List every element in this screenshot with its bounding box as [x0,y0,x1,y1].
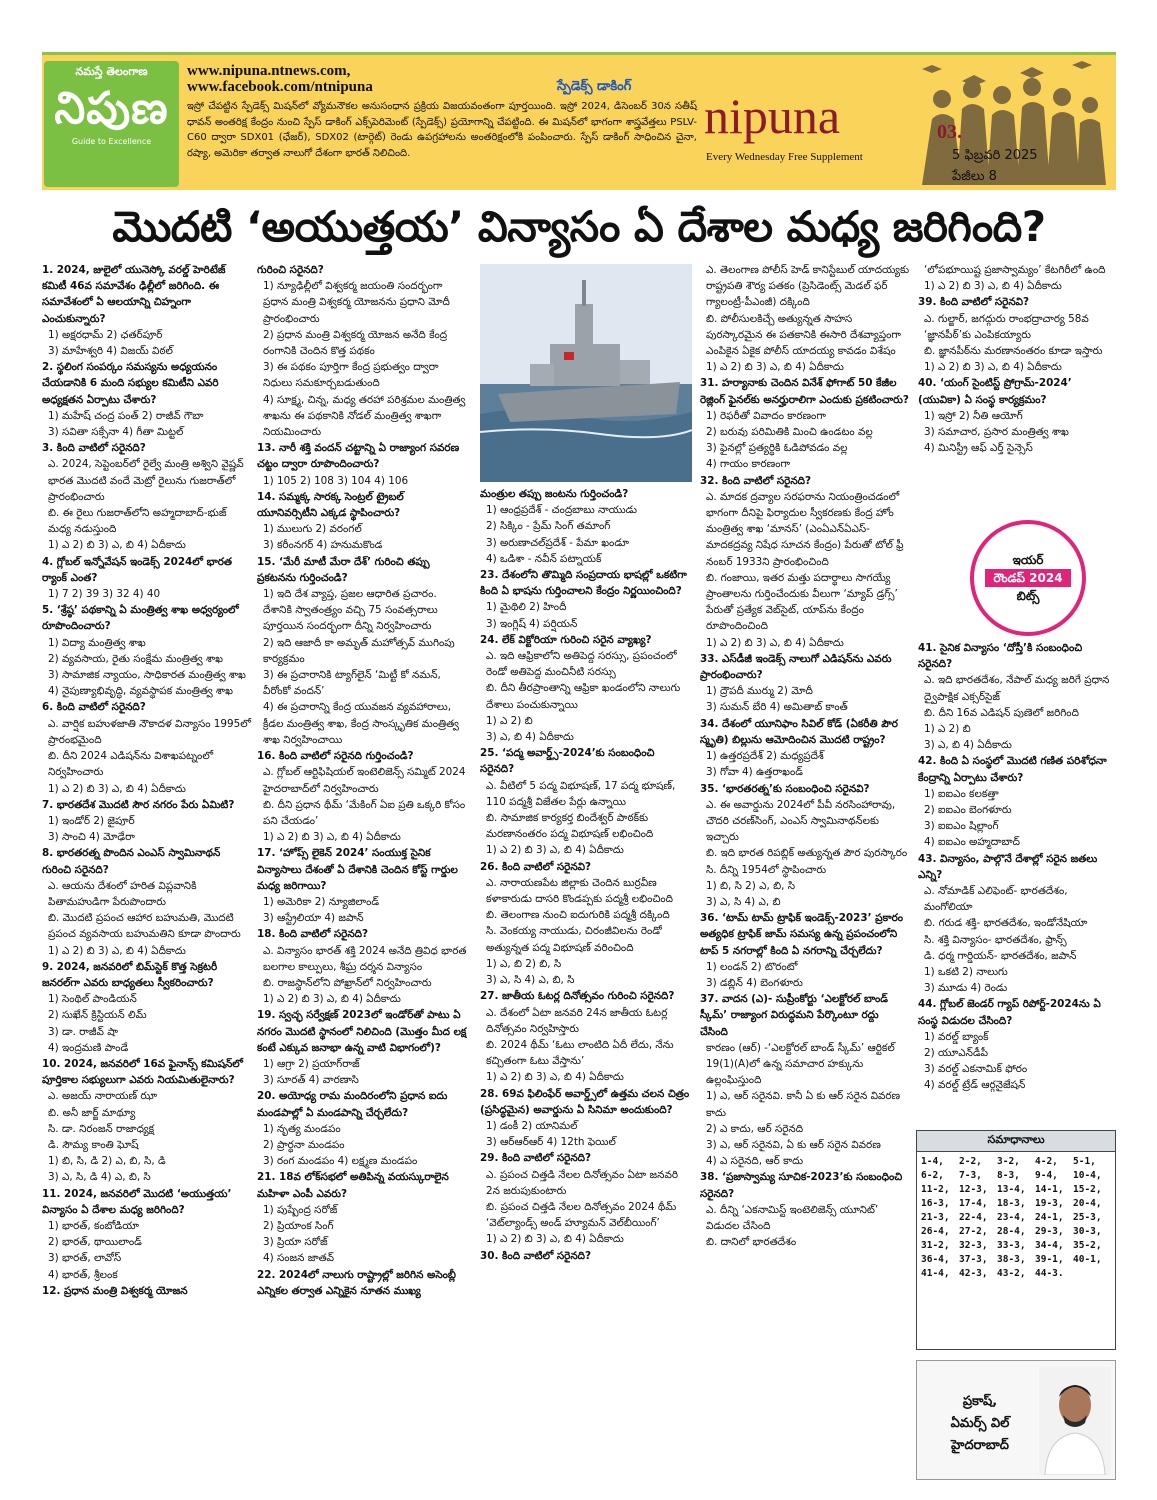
answer-option: 3) ఎ, సి, డి 4) ఎ, బి, సి [48,1171,151,1184]
answer-option: ఎ. నోమాడిక్ ఎలిఫెంట్- భారతదేశం, మంగోలియా [924,885,1068,914]
answer-option: 4) భారత్, శ్రీలంక [48,1268,118,1281]
facebook-url[interactable]: www.facebook.com/ntnipuna [187,79,373,95]
answer-option: సి. డా. నిరంజన్ రాజాధ్యక్ష [48,1122,155,1135]
author-photo [1039,1367,1111,1475]
answer-option: బి. దీని 16వ ఎడిషన్ పుణెలో జరిగింది [924,706,1079,719]
answer-option: ఎ. అజయ్ నారాయణ్ ఝా [48,1090,158,1103]
answer-key-item: 5-1, [1073,1156,1096,1167]
answer-option: 1) ఎ 2) బి [486,714,533,727]
answer-key-item: 9-4, [1035,1170,1058,1181]
question-text: 37. వాదన (ఎ)- సుప్రీంకోర్టు ‘ఎలక్టోరల్ బాండ్ స్కీమ్’ రాజ్యాంగ విరుద్ధమని పేర్కొంటూ రద్దు చేసింది [700,993,888,1038]
website-url[interactable]: www.nipuna.ntnews.com, [187,63,351,79]
answer-option: 1) 105 2) 108 3) 104 4) 106 [263,474,409,487]
question-text: 33. ఎస్‌డీజీ ఇండెక్స్ నాలుగో ఎడిషన్‌ను ఎవరు ప్రారంభించారు? [700,652,892,682]
answer-option: 1) ఐఐఎం కలకత్తా [924,787,999,800]
answer-option: బి. దీని ప్రధాన థీమ్ ‘మేకింగ్ ఏఐ ప్రతి ఒక్కరి కోసం పని చేయడం’ [263,798,466,827]
answer-option: 1) విద్యా మంత్రిత్వ శాఖ [48,636,146,649]
answer-option: 2) భారత్, థాయిలాండ్ [48,1236,142,1249]
answer-key-item: 10-4, [1073,1170,1102,1181]
answer-option: ఎ. దీన్ని ‘ఎకనామిస్ట్ ఇంటెలిజెన్స్ యూనిట్’ విడుదల చేసింది [706,1203,879,1232]
answer-option: 1) ఎ 2) బి 3) ఎ, బి 4) ఏదీకాదు [706,361,844,374]
answer-option: 1) రెఫరీతో వివాదం కారణంగా [706,409,826,422]
answer-key-item: 41-4, [921,1268,950,1279]
issue-pages: పేజీలు 8 [952,169,997,184]
answer-option: 3) ఆస్ట్రేలియా 4) జపాన్ [263,912,364,925]
answer-option: 1) ఉత్తరప్రదేశ్ 2) మధ్యప్రదేశ్ [706,750,824,763]
answer-option: 1) ఎ, ఆర్ సరైనవి. కానీ ఏ కు ఆర్ సరైన వివరణ కాదు [706,1090,901,1119]
answer-key-item: 24-1, [1035,1212,1064,1223]
answer-option: 1) ద్రౌపదీ ముర్ము 2) మోదీ [706,685,813,698]
answer-option: ఎ. ఇది భారతదేశం, నేపాల్ మధ్య జరిగే ప్రధాన ద్వైపాక్షిక ఎక్సర్‌సైజ్ [924,674,1110,703]
answer-option: బి. పోలీసులకిచ్చే అత్యున్నత సాహస పురస్కారమైన ఈ పతకానికి ఈసారి దేశవ్యాప్తంగా ఎంపికైన ఏకైక పోలీస్ యాదయ్య కావడం విశేషం [706,312,901,358]
answer-option: 3) సమాచార, ప్రసార మంత్రిత్వ శాఖ [924,426,1069,439]
answer-option: కారణం (ఆర్) -‘ఎలక్టోరల్ బాండ్ స్కీమ్’ ఆర్టికల్ 19(1)(A)లో ఉన్న సమాచార హక్కును ఉల్లంఘిస్తుంది [706,1041,895,1087]
question-text: 7. భారతదేశ మొదటి సౌర నగరం పేరు ఏమిటి? [42,798,235,811]
answer-key-item: 32-3, [959,1240,988,1251]
nipuna-logo [44,61,179,187]
answer-option: బి. గరుడ శక్తి- భారతదేశం, ఇండోనేషియా [924,917,1088,930]
answer-key-item: 16-3, [921,1198,950,1209]
answer-option: 1) ఎ 2) బి 3) ఎ, బి 4) ఏదీకాదు [486,1071,624,1084]
answer-option: 4) గాయం కారణంగా [706,458,791,471]
answer-option: 1) డంకీ 2) యానిమల్ [486,1119,578,1132]
answer-key-item: 18-3, [997,1198,1026,1209]
answer-option: 1) ఎ 2) బి 3) ఎ, బి 4) ఏదీకాదు [486,1233,624,1246]
answer-key-item: 37-3, [959,1254,988,1265]
answer-option: 3) వరల్డ్ ఎకనామిక్ ఫోరం [924,1063,1028,1076]
question-text: 16. కింది వాటిలో సరైనది గుర్తించండి? [257,750,414,763]
author-credit [925,1391,1035,1457]
question-text: 34. దేశంలో యూనిఫాం సివిల్ కోడ్ (ఏకరీతి పౌర స్మృతి) బిల్లును ఆమోదించిన మొదటి రాష్ట్రం? [700,717,898,746]
answer-option: 1) బి, సి, డి 2) ఎ, బి, సి, డి [48,1155,166,1168]
answer-option: 3) ఈ ప్రచారానికి ట్యాగ్‌లైన్ ‘మిట్టీ కో నమన్, వీరోంకో వందన్’ [263,669,441,698]
answer-option: 1) ఎ 2) బి 3) ఎ, బి 4) ఏదీకాదు [48,782,186,795]
answer-key-item: 6-2, [921,1170,944,1181]
answer-option: 1) ఎ 2) బి 3) ఎ, బి 4) ఏదీకాదు [263,831,401,844]
answer-option: 1) ఎ 2) బి 3) ఎ, బి 4) ఏదీకాదు [924,361,1062,374]
logo-guide-text: Guide to Excellence [71,137,152,146]
answer-key-item: 28-4, [997,1226,1026,1237]
question-text: 4. గ్లోబల్ ఇన్నోవేషన్ ఇండెక్స్ 2024లో భారత ర్యాంక్ ఎంత? [42,555,232,584]
answer-key-item: 8-3, [997,1170,1020,1181]
question-text: 8. భారతరత్న పొందిన ఎంఎస్ స్వామినాథన్ గురించి సరైనది? [42,847,221,876]
answer-option: 1) ఎ 2) బి 3) ఎ, బి 4) ఏదీకాదు [706,636,844,649]
question-text: 15. ‘మేరీ మాటీ మేరా దేశ్’ గురించి తప్పు ప్రకటనను గుర్తించండి? [257,555,430,584]
answer-option: 3) మాహేశ్వరి 4) విజయ్ విఠల్ [48,345,173,358]
author-box [916,1360,1116,1480]
answer-option: 1) నృత్య మండపం [263,1122,341,1135]
answer-key-item: 12-3, [959,1184,988,1195]
answer-option: 3) సూరత్ 4) వారణాసి [263,1074,359,1087]
answer-option: బి. ఇది భారత రిపబ్లిక్ అత్యున్నత పౌర పురస్కారం [706,847,908,860]
answer-option: 3) సామాజిక న్యాయం, సాధికారత మంత్రిత్వ శాఖ [48,669,246,682]
spadex-title: స్పేడెక్స్ డాకింగ్ [557,79,632,94]
answer-option: 2) ఎ కాదు, ఆర్ సరైనది [706,1122,804,1135]
answer-option: 3) ఇంగ్లిష్ 4) పర్షియన్ [486,617,578,630]
question-text: 27. జాతీయ ఓటర్ల దినోత్సవం గురించి సరైనది? [480,990,675,1003]
answer-option: 2) బరువు పరిమితికి మించి ఉండటం వల్ల [706,426,873,439]
answer-option: 1) ఆంధ్రప్రదేశ్ - చంద్రబాబు నాయుడు [486,504,638,517]
answer-option: 1) ఎ 2) బి 3) ఎ, బి 4) ఏదీకాదు [924,280,1062,293]
answer-option: బి. ప్రపంచ చిత్తడి నేలల దినోత్సవం 2024 థీమ్ ‘వెట్‌ల్యాండ్స్ అండ్ హ్యూమన్ వెల్‌బీయింగ్’ [486,1200,677,1230]
answer-option: 1) 7 2) 39 3) 32 4) 40 [48,588,161,601]
answer-key-item: 11-2, [921,1184,950,1195]
answer-key-item: 4-2, [1035,1156,1058,1167]
question-text: 32. కింది వాటిలో సరైనది? [700,474,812,487]
answer-option: 2) ప్రధాన మంత్రి విశ్వకర్మ యోజన అనేది కేంద్ర రంగానికి చెందిన కొత్త పథకం [263,328,448,358]
answer-option: 3) అరుణాచల్‌ప్రదేశ్ - పేమా ఖండూ [486,536,629,549]
answer-key-item: 35-2, [1073,1240,1102,1251]
question-text: 30. కింది వాటిలో సరైనది? [480,1249,592,1262]
question-text: 3. కింది వాటిలో సరైనది? [42,442,146,455]
answer-key-item: 21-3, [921,1212,950,1223]
author-city: హైదరాబాద్ [951,1438,1009,1453]
answer-key-item: 38-3, [997,1254,1026,1265]
question-text: 19. స్వచ్ఛ సర్వేక్షణ్ 2023లో ఇండోర్‌తో పాటు ఏ నగరం మొదటి స్థానంలో నిలిచింది (మొత్తం మీద లక్ష కంటే ఎక్కువ జనాభా ఉన్న వాటి విభాగంలో)? [257,1009,467,1054]
answer-key-item: 20-4, [1073,1198,1102,1209]
answer-key-item: 19-3, [1035,1198,1064,1209]
answer-option: బి. అనీ జార్జ్ మాథ్యూ [48,1106,136,1119]
answer-option: బి. జ్ఞానపీఠ్‌ను మరణానంతరం కూడా ఇస్తారు [924,345,1103,358]
answer-key-item: 26-4, [921,1226,950,1237]
answer-option: 1) భారత్, కంబోడియా [48,1219,139,1232]
question-text: 17. ‘హోప్స్ లైకెన్ 2024’ సంయుక్త సైనిక విన్యాసాలు దేశంతో ఏ దేశానికి చెందిన కోస్ట్ గార్డుల మధ్య జరిగాయి? [257,847,458,892]
column-4 [700,262,910,1462]
answer-option: 3) ఫైనల్లో ప్రత్యర్థికి ఓడిపోవడం వల్ల [706,442,848,455]
answer-option: 3) ఎ, సి 4) ఎ, బి, సి [486,974,575,987]
answer-key-item: 27-2, [959,1226,988,1237]
column-3 [480,486,690,1486]
question-text: 22. 2024లో నాలుగు రాష్ట్రాల్లో జరిగిన అసెంబ్లీ ఎన్నికల తర్వాత ఎన్నికైన నూతన ముఖ్య [257,1268,456,1297]
answer-option: 3) ఎ, సి 4) ఎ, బి [706,895,781,908]
column-5-lower [918,640,1118,1110]
question-text: 21. 18వ లోక్‌సభలో అతిపిన్న వయస్కురాలైన మహిళా ఎంపీ ఎవరు? [257,1171,449,1200]
answer-option: 1) న్యూఢిల్లీలో విశ్వకర్మ జయంతి సందర్భంగా ప్రధాన మంత్రి విశ్వకర్మ యోజనను ప్రధాని మోదీ ప్రారంభించారు [263,280,450,325]
answer-option: 4) నైపుణ్యాభివృద్ధి, వ్యవస్థాపక మంత్రిత్వ శాఖ [48,685,233,698]
answer-option: 1) వరల్డ్ బ్యాంక్ [924,1030,989,1043]
answer-option: 1) మహేష్ చంద్ర పంత్ 2) రాజీవ్ గౌబా [48,409,204,422]
answer-option: డి. సౌమ్య కాంతి ఘోష్ [48,1138,139,1151]
answer-key-item: 3-2, [997,1156,1020,1167]
website-links [187,63,373,95]
answer-option: 1) అమెరికా 2) న్యూజిలాండ్ [263,895,380,908]
question-text: 14. సమ్మక్క సారక్క సెంట్రల్ ట్రైబల్ యూనివర్సిటీని ఎక్కడ స్థాపించారు? [257,490,404,520]
answer-option: ‘లోపభూయిష్ట ప్రజాస్వామ్యం’ కేటగిరీలో ఉంది [924,264,1106,276]
question-text: 1. 2024, జులైలో యునెస్కో వరల్డ్ హెరిటేజ్ కమిటీ 46వ సమావేశం ఢిల్లీలో జరిగింది. ఈ సమావేశంలో ఏ ఆలయాన్ని చిహ్నంగా ఎంచుకున్నారు? [42,264,226,325]
answer-option: ఎ. విన్యాసం భారత్ శక్తి 2024 అనేది త్రివిధ భారత బలగాల కాల్పులు, శీఘ్ర దర్శన విన్యాసం [263,944,467,973]
answer-option: బి. 2024 థీమ్ ‘ఓటు లాంటిది ఏదీ లేదు, నేను కచ్చితంగా ఓటు వేస్తాను’ [486,1038,674,1068]
answer-option: 2) ఐఐఎం బెంగళూరు [924,804,1012,817]
question-text: 9. 2024, జనవరిలో బిమ్‌స్టెక్ కొత్త సెక్రటరీ జనరల్‌గా ఎవరు బాధ్యతలు స్వీకరించారు? [42,960,218,989]
answer-option: ఎ. వార్షిక బహుళజాతి నౌకాదళ విన్యాసం 1995లో ప్రారంభమైంది [48,717,251,746]
question-text: 24. లేక్ విక్టోరియా గురించి సరైన వ్యాఖ్య? [480,633,652,646]
question-text: 40. ‘యంగ్ సైంటిస్ట్ ప్రోగ్రామ్-2024’ (యువికా) ఏ సంస్థ కార్యక్రమం? [918,377,1072,406]
question-text: 28. 69వ ఫిలింఫేర్ అవార్డ్స్‌లో ఉత్తమ చలన చిత్రం (ప్రసిద్ధమైన) అవార్డును ఏ సినిమా అందుకుంది? [480,1087,690,1116]
badge-line-3: బిట్స్ [1016,589,1040,603]
answer-option: 2) యూఎన్‌డీపీ [924,1047,989,1060]
answer-key-item: 42-3, [959,1268,988,1279]
answer-option: 1) బి, సి 2) ఎ, బి, సి [706,879,796,892]
answer-option: సి. దీన్ని 1954లో స్థాపించారు [706,863,827,876]
answer-option: 4) ఐఐఎం అహ్మదాబాద్ [924,836,1020,849]
answer-option: 1) ఇండోర్ 2) జైపూర్ [48,814,135,827]
answer-option: బి. దానిలో భారతదేశం [706,1236,797,1249]
page-headline: మొదటి ‘అయుత్తయ’ విన్యాసం ఏ దేశాల మధ్య జరిగింది? [112,202,1046,251]
logo-tagline: నమస్తే తెలంగాణ [75,65,148,78]
answer-option: ఎ. తెలంగాణ పోలీస్ హెడ్ కానిస్టేబుల్ యాదయ్యకు రాష్ట్రపతి శౌర్య పతకం (ప్రెసిడెంట్స్ మెడల్ ఫర్ గ్యాలంట్రీ-పీఎంజీ) దక్కింది [706,264,910,309]
answer-option: 3) ఎ, బి 4) ఏదీకాదు [486,731,574,744]
question-text: 20. అయోధ్య రామ మందిరంలోని ప్రధాన ఐదు మండపాల్లో ఏ మండపాన్ని చేర్చలేదు? [257,1090,448,1119]
answers-title: సమాధానాలు [917,1131,1115,1152]
issue-date: 5 ఫిబ్రవరి 2025 [952,148,1038,163]
answer-option: ఎ. నారాయణపేట జిల్లాకు చెందిన బుర్రవీణ కళాకారుడు దాసరి కొండప్పకు పద్మశ్రీ లభించింది [486,876,674,906]
answer-option: 1) ఇస్రో 2) నీతి ఆయోగ్ [924,409,1023,422]
answer-option: ఎ. 2024, సెప్టెంబర్‌లో రైల్వే మంత్రి అశ్విని వైష్ణవ్ భారత మొదటి వందే మెట్రో రైలును గుజరాత్‌లో ప్రారంభించారు [48,458,244,503]
answer-key-item: 29-3, [1035,1226,1064,1237]
answer-option: 3) ఐఐఎం షిల్లాంగ్ [924,820,999,833]
answer-option: బి. ఈ రైలు గుజరాత్‌లోని అహ్మదాబాద్-భుజ్ మధ్య నడుస్తుంది [48,507,227,536]
answer-option: 3) ఈ పథకం పూర్తిగా కేంద్ర ప్రభుత్వం ద్వారా నిధులు సమకూర్చబడుతుంది [263,361,439,390]
author-institute: ఏమర్స్ విల్ [950,1416,1010,1431]
author-name: ప్రకాష్, [962,1394,998,1409]
answer-option: 1) ఎ 2) బి 3) ఎ, బి 4) ఏదీకాదు [263,993,401,1006]
answer-option: బి. గంజాయి, ఇతర మత్తు పదార్థాలు సాగయ్యే ప్రాంతాలను గుర్తించేందుకు వీలుగా ‘మ్యాప్ డ్రగ్స్’ పేరుతో ప్రత్యేక వెబ్‌సైట్, యాప్‌ను కేంద్రం రూపొందించింది [706,571,898,633]
answer-option: సి. వెంకయ్య నాయుడు, చిరంజీవిలను రెండో అత్యున్నత పద్మ విభూషణ్ వరించింది [486,925,662,954]
badge-line-2: రౌండప్ 2024 [985,569,1070,587]
answer-option: ఎ. ఈ అవార్డును 2024లో పీవీ నరసింహారావు, చౌదరి చరణ్‌సింగ్, ఎంఎస్ స్వామినాథన్‌లకు ఇచ్చారు [706,798,896,844]
answer-option: సి. శక్తి విన్యాసం- భారతదేశం, ఫ్రాన్స్ [924,933,1067,946]
answer-option: 2) ప్రార్థనా మండపం [263,1138,345,1151]
answer-option: 3) సాంచి 4) మోఢేరా [48,831,135,844]
question-text: 18. కింది వాటిలో సరైనది? [257,928,369,941]
question-text: 10. 2024, జనవరిలో 16వ ఫైనాన్స్ కమిషన్‌లో పూర్తికాల సభ్యులుగా ఎవరు నియమితులైనారు? [42,1057,243,1087]
answer-option: 4) వరల్డ్ ట్రేడ్ ఆర్గనైజేషన్ [924,1079,1026,1092]
answer-option: 4) ఈ ప్రచారాన్ని కేంద్ర యువజన వ్యవహారాలు, క్రీడల మంత్రిత్వ శాఖ, కేంద్ర సాంస్కృతిక మంత్రిత్వ శాఖ నిర్వహించాయి [263,701,459,746]
answer-key-item: 17-4, [959,1198,988,1209]
answer-option: 1) ఆగ్రా 2) ప్రయాగ్‌రాజ్ [263,1057,360,1070]
answer-option: 3) డబ్లిన్ 4) బెంగళూరు [706,976,803,989]
answer-option: బి. దీని తీరప్రాంతాన్ని ఆఫ్రికా ఖండంలోని నాలుగు దేశాలు పంచుకున్నాయి [486,682,681,711]
question-text: 13. నారీ శక్తి వందన్ చట్టాన్ని ఏ రాజ్యాంగ సవరణ చట్టం ద్వారా రూపొందించారు? [257,442,460,471]
answer-option: 1) మైథిలి 2) హిందీ [486,601,567,614]
answer-option: 2) వ్యవసాయ, రైతు సంక్షేమ మంత్రిత్వ శాఖ [48,652,223,665]
answer-key-item: 36-4, [921,1254,950,1265]
answer-key-item: 22-4, [959,1212,988,1223]
question-text: 41. సైనిక విన్యాసం ‘దోస్తీ’కి సంబంధించి సరైనది? [918,642,1083,671]
question-text: 12. ప్రధాన మంత్రి విశ్వకర్మ యోజన [42,1284,188,1297]
answer-option: ఎ. ఆయను దేశంలో హరిత విప్లవానికి పితామహుడిగా పేరుపొందారు [48,879,197,908]
answer-key-item: 23-4, [997,1212,1026,1223]
answer-option: ఎ. మాదక ద్రవ్యాల సరఫరాను నియంత్రించడంలో భాగంగా దీనిపై ఫిర్యాదుల స్వీకరణకు కేంద్ర హోం మంత్రిత్వ శాఖ ‘మానస్’ (ఎంఏఎన్‌ఏఎస్-మాదకద్రవ్య నిషేధ సూచన కేంద్రం) పేరుతో టోల్ ఫ్రీ నంబర్ 1933ని ప్రారంభించింది [706,490,904,568]
answer-key-item: 31-2, [921,1240,950,1251]
answer-option: 2) ఇది ఆజాదీ కా అమృత్ మహోత్సవ్ ముగింపు కార్యక్రమం [263,636,455,665]
question-text: 25. ‘పద్మ అవార్డ్స్-2024’కు సంబంధించి సరైనది? [480,747,655,776]
answer-option: 1) పుష్పేంద్ర సరోజ్ [263,1203,338,1216]
question-text: 31. హర్యానాకు చెందిన వినేశ్ ఫోగాట్ 50 కేజీల రెజ్లింగ్ ఫైనల్‌కు అనర్హురాలిగా ఎందుకు ప్రకటించారు? [700,377,909,406]
navy-ship-photo [480,264,692,482]
answer-option: 4) ఒడిశా - నవీన్ పట్నాయక్ [486,552,602,565]
answer-option: 1) సెంథిల్ పాండియన్ [48,993,137,1006]
question-text: 23. దేశంలోని తొమ్మిది సంప్రదాయ భాషల్లో ఒకటిగా కింది ఏ భాషను గుర్తించాలని కేంద్రం నిర్ణయించింది? [480,569,687,598]
answer-option: 3) భారత్, లావోస్ [48,1252,122,1265]
column-2 [257,262,467,1462]
answer-option: ఎ. వీటిలో 5 పద్మ విభూషణ్, 17 పద్మ భూషణ్, 110 పద్మశ్రీ విజేతల పేర్లు ఉన్నాయి [486,779,676,808]
answer-option: డి. ధర్మ గార్డియన్- భారతదేశం, జపాన్ [924,949,1077,962]
answer-option: 3) ఎ, బి 4) ఏదీకాదు [924,739,1012,752]
answer-key-item: 33-3, [997,1240,1026,1251]
answer-option: ఎ. ప్రపంచ చిత్తడి నేలల దినోత్సవం ఏటా జనవరి 2న జరుపుకుంటారు [486,1168,678,1197]
answer-option: 1) ఎ 2) బి 3) ఎ, బి 4) ఏదీకాదు [48,539,186,552]
answer-option: బి. తెలంగాణ నుంచి ఐదుగురికి పద్మశ్రీ దక్కింది [486,909,670,922]
answer-key-item: 25-3, [1073,1212,1102,1223]
answer-option: 2) సుఖేన్ క్రిస్టియన్ లిమ్ [48,1009,147,1022]
answer-option: 1) ఎ 2) బి [924,723,971,736]
answer-option: బి. మొదటి ప్రపంచ ఆహార బహుమతి, మొదటి ప్రపంచ వ్యవసాయ బహుమతిని కూడా పొందారు [48,912,241,941]
answer-key-item: 43-2, [997,1268,1026,1279]
answer-option: 3) గోవా 4) ఉత్తరాఖండ్ [706,766,803,779]
graduates-illustration-icon [902,59,1112,185]
logo-title: నిపుణ [54,83,169,134]
answer-option: 4) ఇంద్రమణి పాండే [48,1041,129,1054]
question-text: 2. స్థలింగ సంపర్కం సమస్యను అధ్యయనం చేయడానికి 6 మంది సభ్యుల కమిటీని ఎవరి అధ్యక్షతన ఏర్పాటు చేశారు? [42,361,219,406]
question-text: 6. కింది వాటిలో సరైనది? [42,701,146,714]
answer-key-item: 34-4, [1035,1240,1064,1251]
answer-option: 1) ఎ, బి 2) బి, సి [486,957,562,970]
answer-key-item: 39-1, [1035,1254,1064,1265]
column-1 [42,262,252,1462]
question-text: 29. కింది వాటిలో సరైనది? [480,1152,592,1165]
answer-key-item: 2-2, [959,1156,982,1167]
answer-option: 1) అక్షరధామ్ 2) ఛతర్‌పూర్ [48,328,163,341]
question-text: 38. ‘ప్రజాస్వామ్య సూచిక-2023’కు సంబంధించి సరైనది? [700,1171,903,1200]
answer-key-item: 30-3, [1073,1226,1102,1237]
question-text: గురించి సరైనది? [257,264,324,276]
answer-option: బి. సామాజిక కార్యకర్త బిందేశ్వర్ పాఠక్‌కు మరణానంతరం పద్మ విభూషణ్ లభించింది [486,812,654,841]
issue-number: 03. [937,121,962,143]
question-text: 42. కింది ఏ సంస్థలో మొదటి గణిత పరిశోధనా కేంద్రాన్ని ఏర్పాటు చేశారు? [918,755,1107,784]
answer-option: ఎ. గ్లోబల్ ఆర్టిఫిషియల్ ఇంటెలిజెన్స్ సమ్మిట్ 2024 హైదరాబాద్‌లో నిర్వహించారు [263,766,466,795]
answer-key-item: 40-1, [1073,1254,1102,1265]
answer-option: 1) ఇది దేశ వ్యాప్త, ప్రజల ఆధారిత ప్రచారం. దేశానికి స్వాతంత్ర్యం వచ్చి 75 సంవత్సరాలు పూర్తయిన సందర్భంగా దీన్ని నిర్వహించారు [263,588,438,633]
answer-option: 4) సంజన జాతవ్ [263,1252,335,1265]
answer-option: ఎ. గుల్జార్, జగద్గురు రాంభద్రాచార్య 58వ ‘జ్ఞానపీఠ్’కు ఎంపికయ్యారు [924,312,1089,341]
answer-option: 3) ఆర్‌ఆర్‌ఆర్ 4) 12th ఫెయిల్ [486,1136,616,1149]
question-text: 39. కింది వాటిలో సరైనవి? [918,296,1030,309]
answer-option: ఎ. దేశంలో ఏటా జనవరి 24న జాతీయ ఓటర్ల దినోత్సవం నిర్వహిస్తారు [486,1006,668,1035]
question-text: 43. విన్యాసం, పాల్గొనే దేశాల్లో సరైన జతలు ఎన్ని? [918,852,1098,881]
answer-option: 4) సూక్ష్మ, చిన్న, మధ్య తరహా పరిశ్రమల మంత్రిత్వ శాఖను ఈ పథకానికి నోడల్ మంత్రిత్వ శాఖగా నియమించారు [263,393,466,439]
answers-box [916,1130,1116,1350]
answer-option: 1) ఎ 2) బి 3) ఎ, బి 4) ఏదీకాదు [486,844,624,857]
answer-option: 1) లండన్ 2) టొరంటో [706,960,798,973]
question-text: 26. కింది వాటిలో సరైనవి? [480,860,592,873]
answer-option: 1) ఒకటి 2) నాలుగు [924,966,1008,979]
brand-name: nipuna [704,88,841,144]
answer-option: 3) ప్రియా సరోజ్ [263,1236,328,1249]
answer-option: 3) సుమన్ బేరి 4) అమితాబ్ కాంత్ [706,701,848,714]
question-text: 36. ‘టామ్ టామ్ ట్రాఫిక్ ఇండెక్స్-2023’ ప్రకారం అత్యధిక ట్రాఫిక్ జామ్ సమస్య ఉన్న ప్రపంచంలోని టాప్ 5 నగరాల్లో కింది ఏ నగరాన్ని చేర్చలేదు? [700,912,904,957]
answer-option: 3) డా. రాజీవ్ షా [48,1025,118,1038]
brand-subtitle: Every Wednesday Free Supplement [706,151,863,163]
answer-option: 2) సిక్కిం - ప్రేమ్ సింగ్ తమాంగ్ [486,520,611,533]
answer-key-item: 14-1, [1035,1184,1064,1195]
answer-key-item: 7-3, [959,1170,982,1181]
answer-option: బి. దీని 2024 ఎడిషన్‌ను విశాఖపట్నంలో నిర్వహించారు [48,750,214,779]
answer-option: 1) ఎ 2) బి 3) ఎ, బి 4) ఏదీకాదు [48,944,186,957]
answer-option: 3) రంగ మండపం 4) లక్ష్మణ మండపం [263,1155,418,1168]
answer-key-item: 15-2, [1073,1184,1102,1195]
answer-option: 3) ఎ, ఆర్ సరైనవి, ఏ కు ఆర్ సరైన వివరణ [706,1138,881,1151]
year-roundup-badge [970,520,1086,636]
badge-line-1: ఇయర్ [1012,553,1044,567]
answer-option: 4) ఎ సరైనది, ఆర్ కాదు [706,1155,804,1168]
question-text: 35. ‘భారతరత్న’కు సంబంధించి సరైనవి? [700,782,870,795]
question-text: 11. 2024, జనవరిలో మొదటి ‘అయుత్తయ’ విన్యాసం ఏ దేశాల మధ్య జరిగింది? [42,1187,232,1216]
question-text: 44. గ్లోబల్ జెండర్ గ్యాప్ రిపోర్ట్-2024ను ఏ సంస్థ విడుదల చేసింది? [918,998,1101,1027]
answers-grid [917,1152,1115,1283]
answer-key-item: 13-4, [997,1184,1026,1195]
answer-option: బి. రాజస్థాన్‌లోని పోఖ్రాన్‌లో నిర్వహించారు [263,976,432,989]
answer-option: 2) ప్రియాంక సింగ్ [263,1219,334,1232]
spadex-text: ఇస్రో చేపట్టిన స్పేడెక్స్ మిషన్‌లో వ్యోమనౌకల అనుసంధాన ప్రక్రియ విజయవంతంగా పూర్తయింది. ఇస్రో 2024, డిసెంబర్ 30న సతీష్ ధావన్ అంతరిక్ష కేంద్రం నుంచి స్పేస్ డాకింగ్ ఎక్స్‌పెరిమెంట్ (స్పేడెక్స్) ప్రయోగాన్ని చేపట్టింది. ఈ మిషన్‌లో భాగంగా శాస్త్రవేత్తలు PSLV-C60 ద్వారా SDX01 (ఛేజర్), SDX02 (టార్గెట్) రెండు ఉపగ్రహాలను అంతరిక్షంలోకి పంపించారు. స్పేస్ డాకింగ్ సాధించిన చైనా, రష్యా, అమెరికా తర్వాత నాలుగో దేశంగా భారత్ నిలిచింది. [187,101,697,159]
answer-option: ఎ. ఇది ఆఫ్రికాలోని అతిపెద్ద సరస్సు, ప్రపంచంలో రెండో అతిపెద్ద మంచినీటి సరస్సు [486,650,677,679]
question-text: 5. ‘శ్రేష్ఠ’ పథకాన్ని ఏ మంత్రిత్వ శాఖ అధ్వర్యంలో రూపొందించారు? [42,604,239,633]
answer-option: 3) మూడు 4) రెండు [924,982,1008,995]
masthead [42,52,1116,190]
answer-option: 4) మినిస్ట్రీ ఆఫ్ ఎర్త్ సైన్సెస్ [924,442,1033,455]
answer-option: 3) కరీంనగర్ 4) హనుమకొండ [263,539,383,552]
question-text: మంత్రుల తప్పు జంటను గుర్తించండి? [480,488,629,500]
answer-option: 3) సవితా సక్సేనా 4) గీతా మిట్టల్ [48,426,184,439]
answer-key-item: 1-4, [921,1156,944,1167]
answer-key-item: 44-3. [1035,1268,1064,1279]
answer-option: 1) ములుగు 2) వరంగల్ [263,523,362,536]
